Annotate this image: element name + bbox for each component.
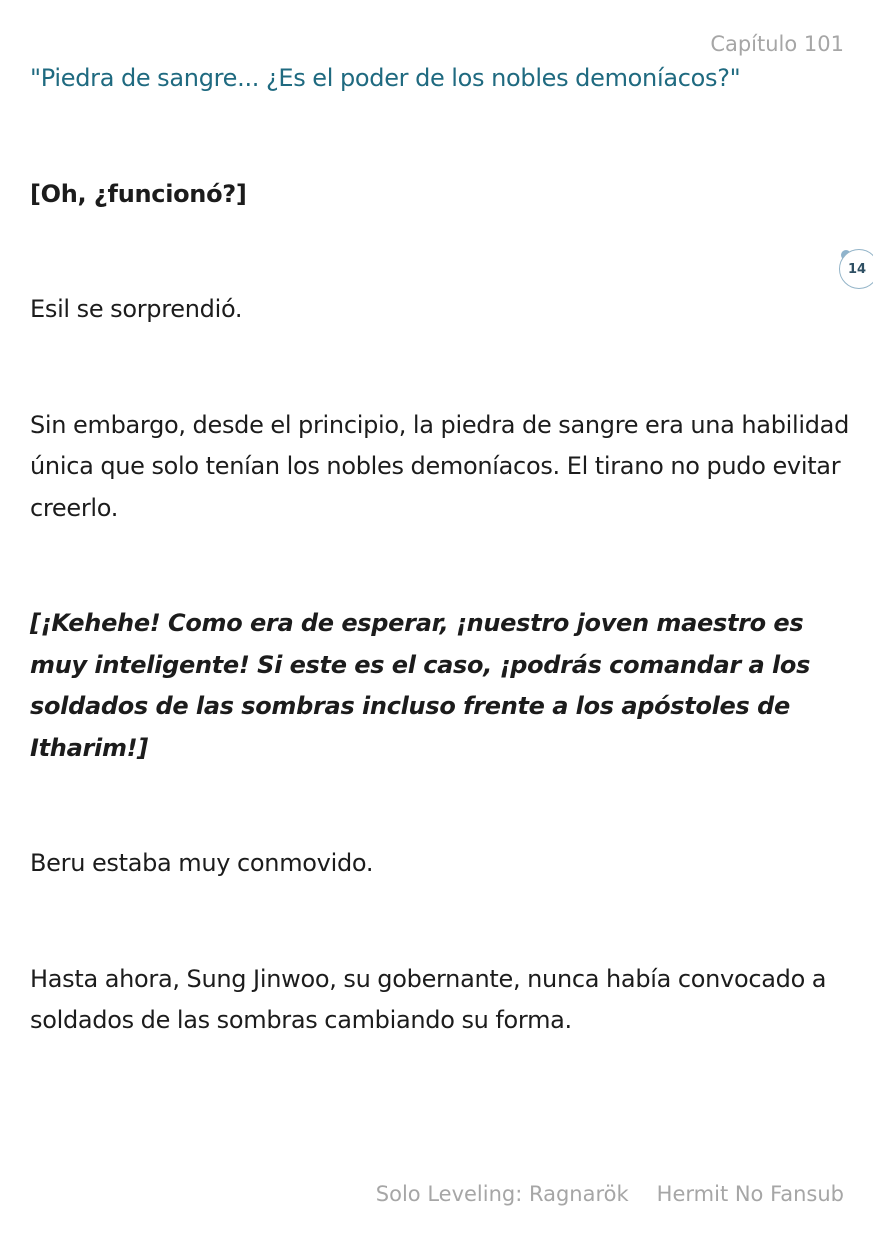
page-number: 14 [847, 261, 867, 277]
footer [376, 1182, 844, 1206]
paragraph-gap [30, 769, 850, 843]
paragraph-system-message: [Oh, ¿funcionó?] [30, 179, 247, 208]
book-title: Solo Leveling: Ragnarök [375, 1182, 629, 1206]
paragraph: Hasta ahora, Sung Jinwoo, su gobernante, nunca había convocado a soldados de las sombras cambiando su forma. [30, 964, 827, 1034]
paragraph-gap [30, 215, 850, 289]
paragraph-gap [30, 529, 850, 603]
translator-name: Hermit No Fansub [656, 1182, 844, 1206]
paragraph: Esil se sorprendió. [30, 295, 243, 323]
paragraph: Beru estaba muy conmovido. [30, 849, 374, 877]
paragraph-gap [30, 100, 850, 174]
reader-content [30, 58, 850, 1042]
page-number-badge[interactable] [839, 249, 873, 289]
chapter-label: Capítulo 101 [710, 32, 844, 56]
paragraph-quote: "Piedra de sangre... ¿Es el poder de los nobles demoníacos?" [30, 64, 741, 92]
paragraph-gap [30, 885, 850, 959]
paragraph-gap [30, 331, 850, 405]
paragraph-beru-speech: [¡Kehehe! Como era de esperar, ¡nuestro joven maestro es muy inteligente! Si este es el caso, ¡podrás comandar a los soldados de las sombras incluso frente a los apóstoles de Itharim!] [30, 609, 811, 762]
paragraph: Sin embargo, desde el principio, la piedra de sangre era una habilidad única que solo tenían los nobles demoníacos. El tirano no pudo evitar creerlo. [30, 410, 850, 522]
